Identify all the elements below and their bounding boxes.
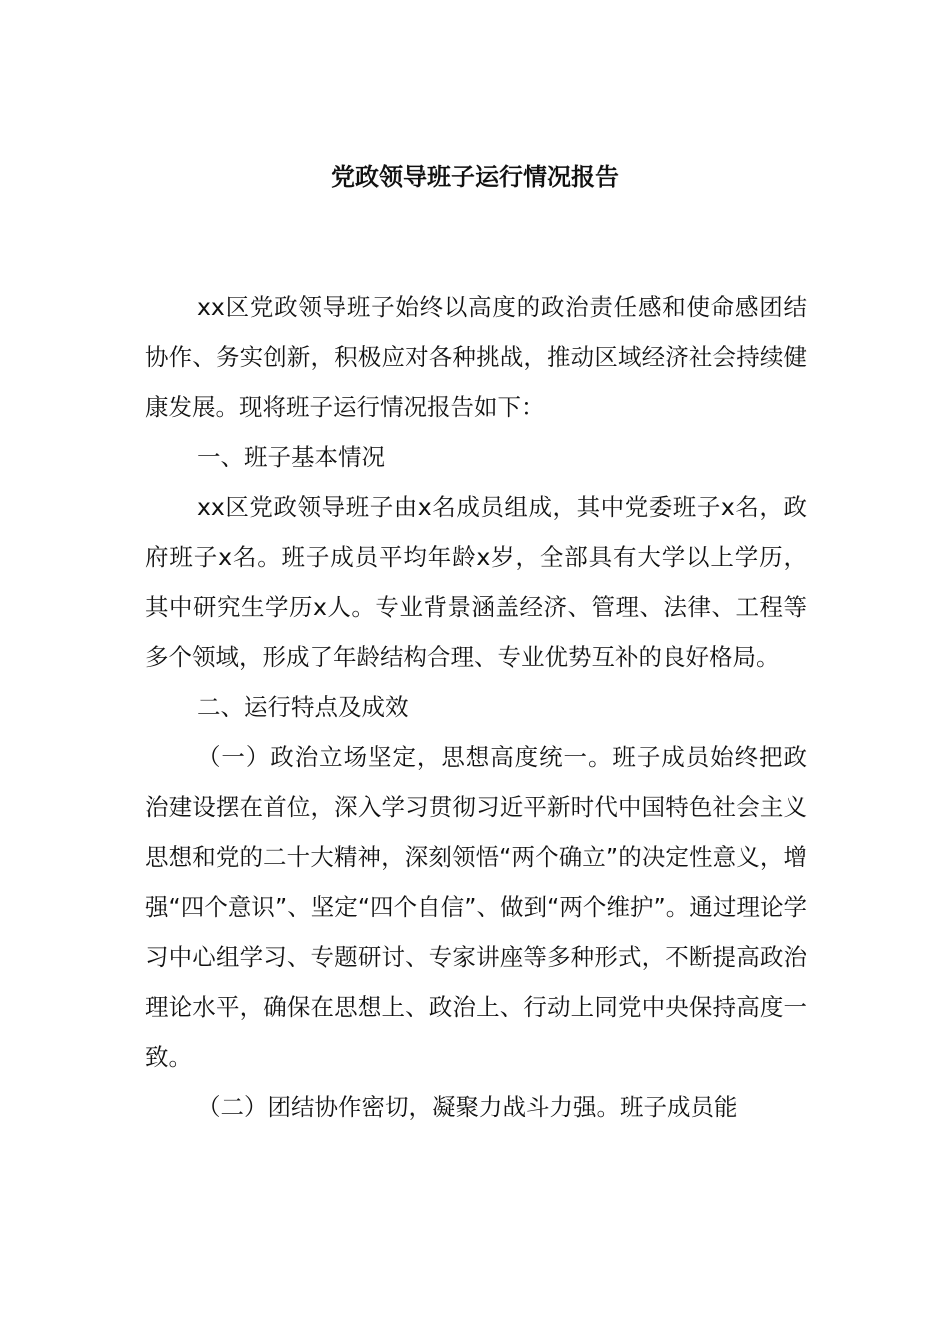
section-heading-basic-info: 一、班子基本情况 [197, 443, 385, 471]
section-heading-features: 二、运行特点及成效 [197, 693, 409, 721]
document-title: 党政领导班子运行情况报告 [331, 163, 619, 191]
paragraph-political-stance: （一）政治立场坚定，思想高度统一。班子成员始终把政治建设摆在首位，深入学习贯彻习近平新时代中国特色社会主义思想和党的二十大精神，深刻领悟“两个确立”的决定性意义，增强“四个意识”、坚定“四个自信”、做到“两个维护”。通过理论学习中心组学习、专题研讨、专家讲座等多种形式，不断提高政治理论水平，确保在思想上、政治上、行动上同党中央保持高度一致。 [145, 743, 807, 1071]
paragraph-basic-info: xx区党政领导班子由x名成员组成，其中党委班子x名，政府班子x名。班子成员平均年龄x岁，全部具有大学以上学历，其中研究生学历x人。专业背景涵盖经济、管理、法律、工程等多个领域，形成了年龄结构合理、专业优势互补的良好格局。 [145, 493, 807, 671]
paragraph-intro: xx区党政领导班子始终以高度的政治责任感和使命感团结协作、务实创新，积极应对各种挑战，推动区域经济社会持续健康发展。现将班子运行情况报告如下： [145, 293, 807, 421]
document-body [145, 282, 807, 1132]
paragraph-unity-cooperation: （二）团结协作密切，凝聚力战斗力强。班子成员能 [197, 1093, 738, 1121]
